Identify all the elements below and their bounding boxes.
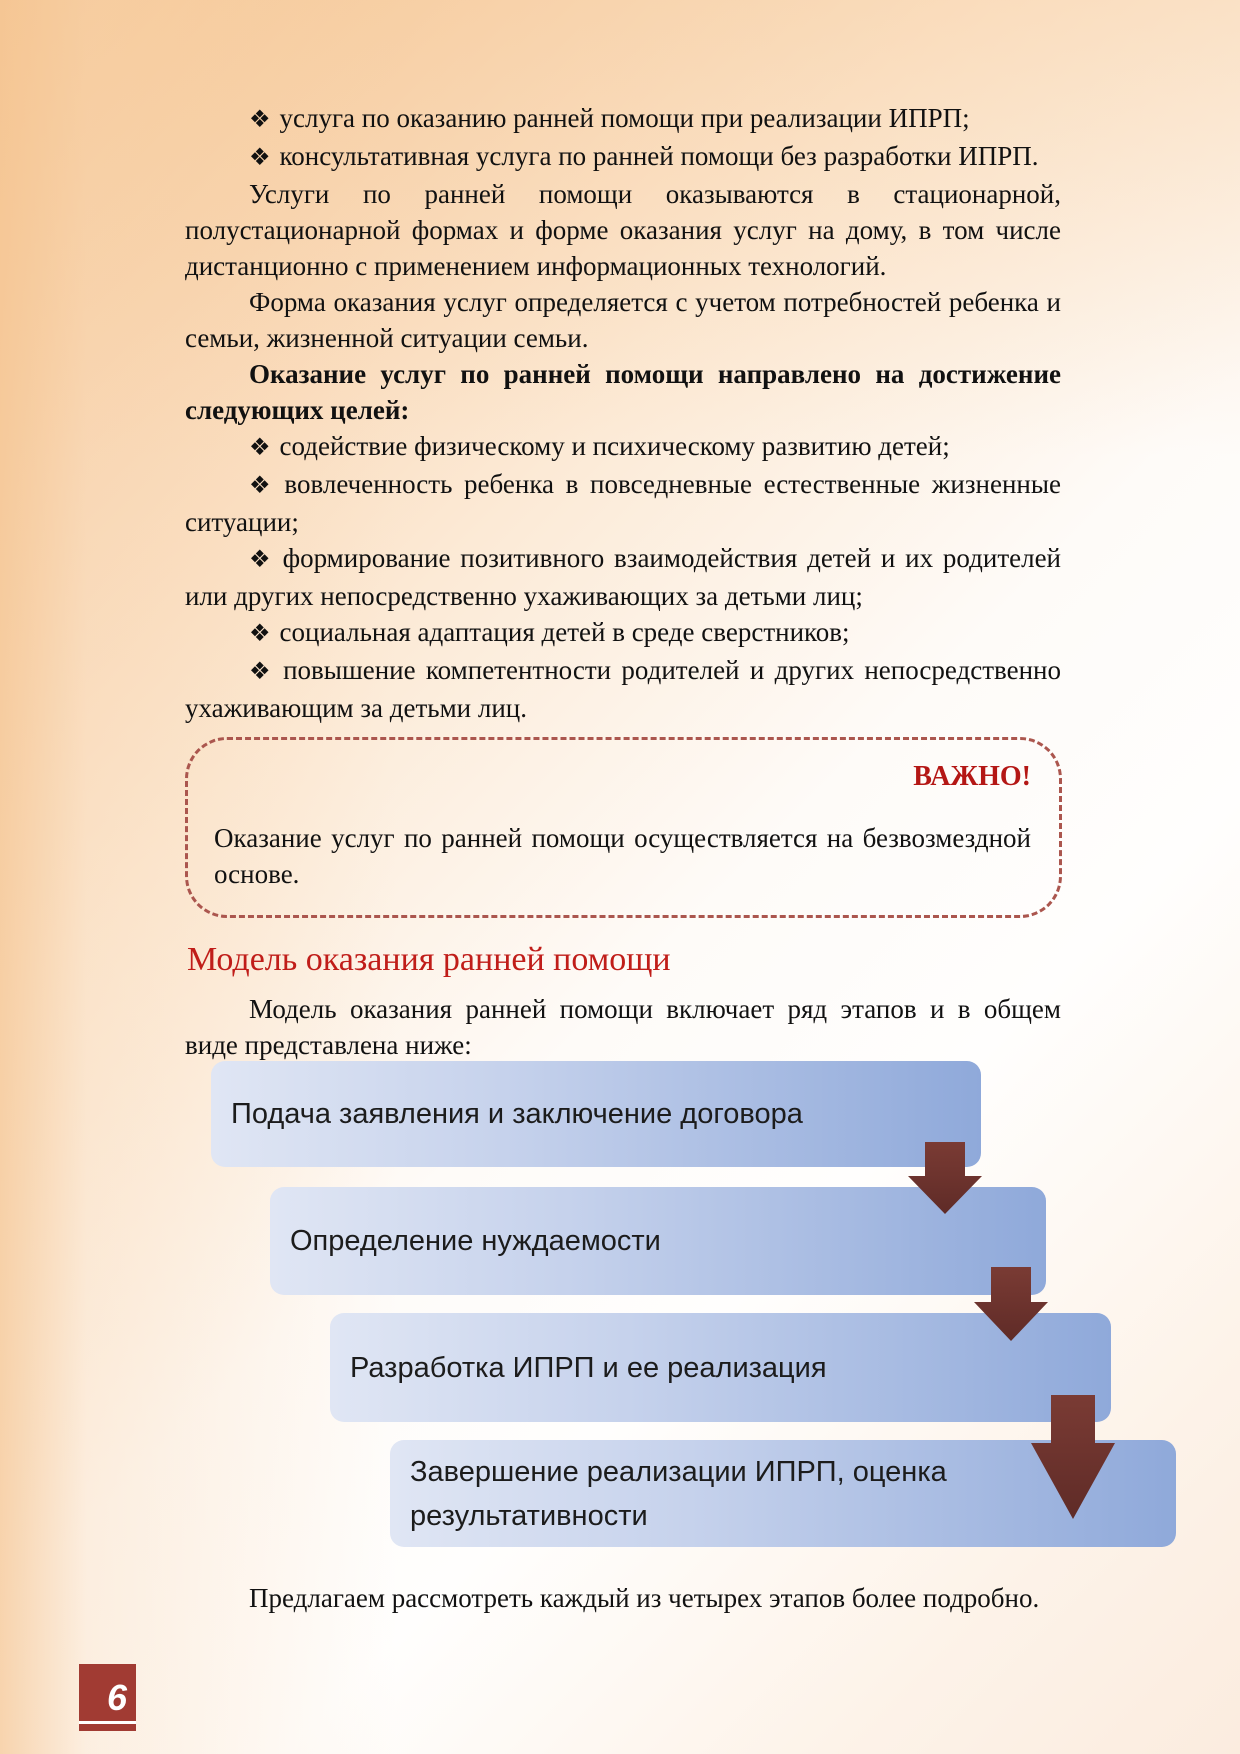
diamond-bullet-icon: ❖ [249, 473, 276, 499]
diamond-bullet-icon: ❖ [249, 547, 274, 573]
flow-arrow-down-icon [974, 1267, 1048, 1341]
diamond-bullet-icon: ❖ [249, 435, 271, 461]
paragraph: Форма оказания услуг определяется с учетом потребностей ребенка и семьи, жизненной ситуации семьи. [185, 287, 1061, 353]
section-title: Модель оказания ранней помощи [187, 941, 671, 978]
bullet-text: консультативная услуга по ранней помощи без разработки ИПРП. [279, 141, 1039, 171]
diamond-bullet-icon: ❖ [249, 621, 271, 647]
page-number: 6 [106, 1677, 127, 1718]
bullet-item [185, 428, 1061, 466]
bullet-item [185, 466, 1061, 540]
paragraph-bold: Оказание услуг по ранней помощи направлено на достижение следующих целей: [185, 359, 1061, 425]
bullet-item [185, 138, 1061, 176]
diamond-bullet-icon: ❖ [249, 107, 271, 133]
page-number-underline [79, 1721, 136, 1724]
flow-step-label: Завершение реализации ИПРП, оценка результативности [410, 1455, 947, 1532]
bullet-item [185, 100, 1061, 138]
flow-step-label: Разработка ИПРП и ее реализация [350, 1351, 827, 1384]
important-text: Оказание услуг по ранней помощи осуществляется на безвозмездной основе. [214, 823, 1031, 889]
flow-arrow-down-icon [1031, 1395, 1115, 1519]
page-number-badge [79, 1664, 136, 1731]
closing-paragraph: Предлагаем рассмотреть каждый из четырех этапов более подробно. [249, 1583, 1040, 1613]
flow-step-label: Подача заявления и заключение договора [231, 1098, 803, 1130]
bullet-text: формирование позитивного взаимодействия детей и их родителей или других непосредственно ухаживающих за детьми лиц; [185, 543, 1062, 611]
important-callout-box [185, 737, 1062, 918]
diamond-bullet-icon: ❖ [249, 145, 271, 171]
body-text [185, 100, 1061, 726]
section-intro: Модель оказания ранней помощи включает ряд этапов и в общем виде представлена ниже: [185, 994, 1061, 1060]
bullet-text: повышение компетентности родителей и других непосредственно ухаживающим за детьми лиц. [185, 655, 1062, 723]
flow-step-label: Определение нуждаемости [290, 1225, 661, 1257]
diamond-bullet-icon: ❖ [249, 659, 275, 685]
bullet-item [185, 652, 1061, 726]
bullet-item [185, 540, 1061, 614]
bullet-text: содействие физическому и психическому развитию детей; [279, 431, 950, 461]
flow-arrow-down-icon [908, 1142, 982, 1214]
bullet-text: социальная адаптация детей в среде сверстников; [279, 617, 850, 647]
bullet-text: услуга по оказанию ранней помощи при реализации ИПРП; [279, 103, 970, 133]
important-label: ВАЖНО! [913, 761, 1031, 792]
bullet-text: вовлеченность ребенка в повседневные естественные жизненные ситуации; [185, 469, 1061, 537]
flow-step-1 [211, 1061, 981, 1167]
bullet-item [185, 614, 1061, 652]
paragraph: Услуги по ранней помощи оказываются в стационарной, полустационарной формах и форме оказания услуг на дому, в том числе дистанционно с применением информационных технологий. [185, 179, 1061, 281]
